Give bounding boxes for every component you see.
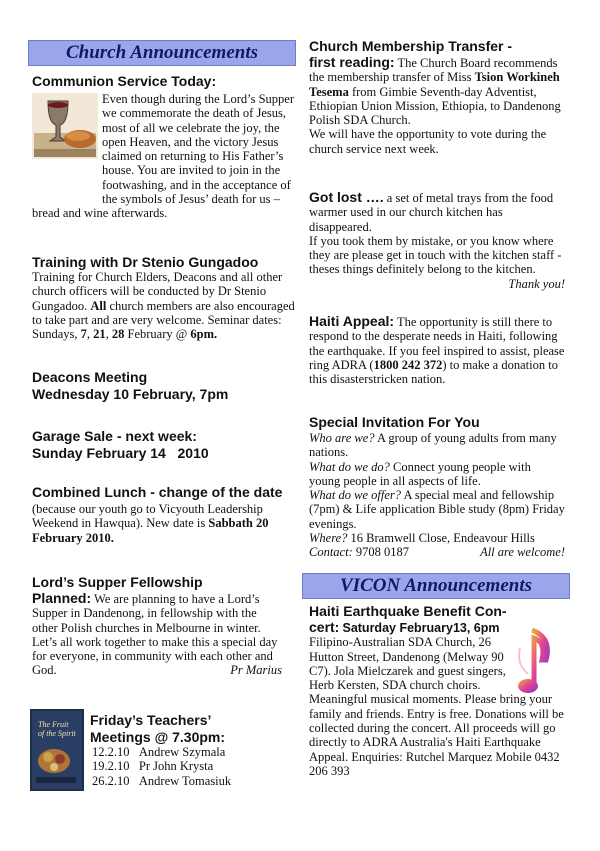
got-lost-section: Got lost …. a set of metal trays from the food warmer used in our church kitchen has disappeared. If you took them by mistake, or you know where they are please get in touch with the kitchen staff - theses things definitely belong to the kitchen. Thank you!	[309, 189, 565, 291]
got-lost-title: Got lost ….	[309, 189, 384, 205]
fellowship-title: Lord’s Supper Fellowship	[32, 574, 203, 590]
special-invitation-title: Special Invitation For You	[309, 414, 480, 430]
haiti-appeal-section: Haiti Appeal: The opportunity is still there to respond to the desperate needs in Haiti, following the earthquake. If you feel inspired to assist, please ring ADRA (1800 242 372) to make a donation to this disasterstricken nation.	[309, 313, 565, 387]
svg-text:of the Spirit: of the Spirit	[38, 729, 76, 738]
teacher-row: 19.2.10 Pr John Krysta	[92, 759, 214, 774]
fellowship-text: Planned: We are planning to have a Lord’s Supper in Dandenong, in fellowship with the other Polish churches in Melbourne in winter. Let’s all work together to make this a special day for everyone, in community with each other and God. Pr Marius	[32, 590, 282, 678]
teacher-row: 12.2.10 Andrew Szymala	[92, 745, 226, 759]
communion-text: Even though during the Lord’s Supper we commemorate the death of Jesus, most of all we celebrate the joy, the open Heaven, and the victory Jesus claimed on returning to His Father’s house. You are invited to join in the footwashing, and in the acceptance of the symbols of Jesus’ death for us – bread and wine afterwards.	[32, 92, 294, 221]
thank-you: Thank you!	[508, 276, 565, 291]
membership-text: first reading: The Church Board recommends the membership transfer of Miss Tsion Workineh Tesema from Gimbie Seventh-day Adventist, Ethiopian Union Mission, Ethiopia, to Dandenong Polish SDA Church. We will have the opportunity to vote during the church service next week.	[309, 54, 561, 156]
benefit-concert-text: cert: Saturday February13, 6pm Filipino-Australian SDA Church, 26 Hutton Street, Dandenong (Melway 90 C7). Jola Mielczarek and guest singers, Herb Kersten, SDA church choirs. Meaningful musical moments. Please bring your family and friends. Entry is free. Donations will be collected during the concert. All proceeds will go directly to ADRA Australia's Haiti Earthquake Appeal. Enquiries: Rutchel Marquez Mobile 0432 206 393	[309, 619, 564, 778]
membership-title: Church Membership Transfer -	[309, 38, 513, 54]
teachers-meetings-title: Friday’s Teachers’ Meetings @ 7.30pm:	[90, 712, 226, 745]
combined-lunch-text: (because our youth go to Vicyouth Leadership Weekend in Hawqua). New date is Sabbath 20 February 2010.	[32, 502, 269, 545]
concert-date: Saturday February13, 6pm	[342, 621, 500, 635]
fellowship-signature: Pr Marius	[230, 663, 282, 678]
special-invitation-text: Who are we? A group of young adults from many nations. What do we do? Connect young people with young people in all aspects of life. What do we offer? A special meal and fellowship (7pm) & Life application Bible study (8pm) Friday evenings. Where? 16 Bramwell Close, Endeavour Hills Contact: 9708 0187 All are welcome!	[309, 431, 565, 560]
teachers-list	[92, 745, 292, 788]
haiti-appeal-title: Haiti Appeal:	[309, 313, 395, 329]
fruit-of-spirit-book-image	[30, 709, 84, 791]
deacons-meeting: Deacons Meeting Wednesday 10 February, 7pm	[32, 369, 229, 402]
training-title: Training with Dr Stenio Gungadoo	[32, 254, 259, 270]
vicon-announcements-banner: VICON Announcements	[302, 573, 570, 599]
combined-lunch-title: Combined Lunch - change of the date	[32, 484, 283, 500]
teacher-row: 26.2.10 Andrew Tomasiuk	[92, 773, 232, 788]
training-text: Training for Church Elders, Deacons and all other church officers will be conducted by Dr Stenio Gungadoo. All church members are also encouraged to take part and are very welcome. Seminar dates: Sundays, 7, 21, 28 February @ 6pm.	[32, 270, 295, 342]
church-announcements-banner: Church Announcements	[28, 40, 296, 66]
communion-title: Communion Service Today:	[32, 73, 217, 89]
all-welcome: All are welcome!	[480, 545, 565, 560]
book-title-text: The Fruit	[38, 720, 69, 729]
garage-sale: Garage Sale - next week: Sunday February 14 2010	[32, 428, 209, 461]
benefit-concert-title: Haiti Earthquake Benefit Con-	[309, 603, 507, 619]
